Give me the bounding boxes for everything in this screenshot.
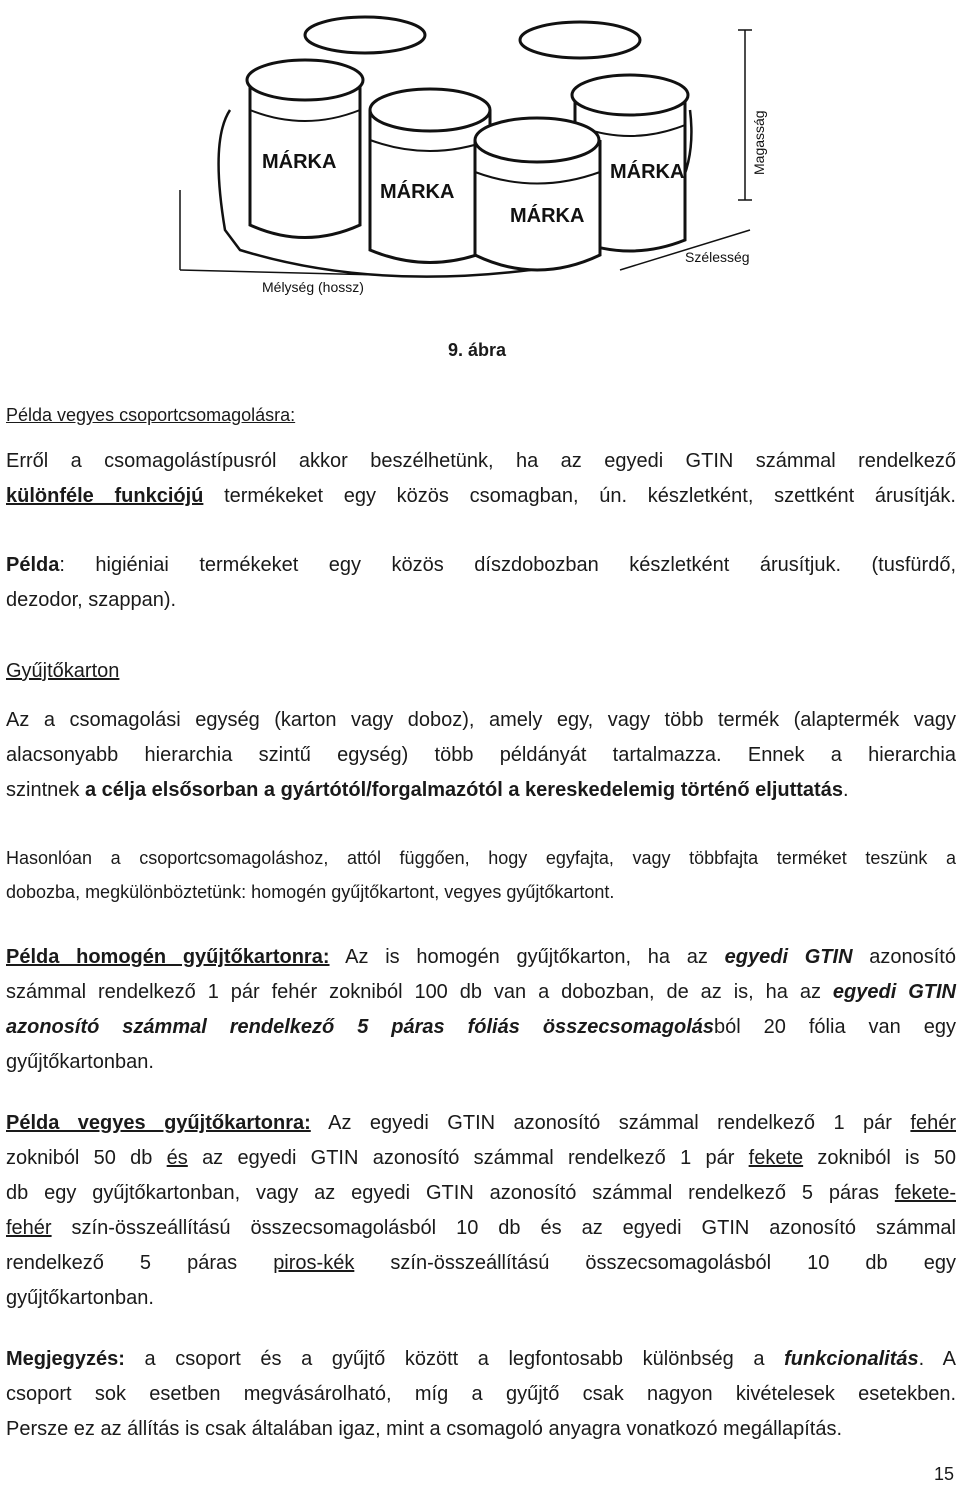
paragraph [6, 703, 956, 808]
emph-span: funkcionalitás [784, 1348, 919, 1370]
text-line [6, 1176, 956, 1211]
brand-label-4: MÁRKA [610, 161, 685, 183]
example-label: Példa [6, 554, 60, 576]
paragraph [6, 841, 956, 909]
text-line [6, 1342, 956, 1377]
width-label: Szélesség [685, 249, 750, 265]
text-line [6, 1246, 956, 1281]
underlined-span: fehér [6, 1217, 52, 1239]
text-line [6, 1211, 956, 1246]
underlined-span: fekete- [894, 1182, 956, 1204]
paragraph [6, 444, 956, 514]
section-heading: Példa vegyes csoportcsomagolásra: [6, 405, 296, 425]
brand-label-3: MÁRKA [510, 205, 585, 227]
text-line: alacsonyabb hierarchia szintű egység) több példányát tartalmazza. Ennek a hierarchia [6, 744, 956, 766]
text-span: termékeket egy közös csomagban, ún. készletként, szettként árusítják. [203, 485, 956, 507]
text-span: db egy gyűjtőkartonban, vagy az egyedi GTIN azonosító számmal rendelkező 5 páras [6, 1182, 895, 1204]
figure-caption: 9. ábra [448, 340, 507, 360]
text-line [6, 1141, 956, 1176]
text-span: szín-összeállítású összecsomagolásból 10 db és az egyedi GTIN azonosító számmal [51, 1217, 956, 1239]
text-line: Erről a csomagolástípusról akkor beszélhetünk, ha az egyedi GTIN számmal rendelkező [6, 450, 956, 472]
text-line: gyűjtőkartonban. [6, 1287, 154, 1309]
text-span: Az egyedi GTIN azonosító számmal rendelkező 1 pár [310, 1112, 911, 1134]
text-line: csoport sok esetben megvásárolható, míg a gyűjtő csak nagyon kivételesek esetekben. [6, 1383, 956, 1405]
jars-pack-drawing [170, 0, 790, 300]
underlined-span: piros-kék [273, 1252, 355, 1274]
text-span: ból 20 fólia van egy [714, 1016, 956, 1038]
height-label: Magasság [751, 110, 767, 175]
text-line: Az a csomagolási egység (karton vagy doboz), amely egy, vagy több termék (alaptermék vagy [6, 709, 956, 731]
text-span: azonosító [852, 946, 956, 968]
emph-span: egyedi GTIN [832, 981, 956, 1003]
text-line: gyűjtőkartonban. [6, 1051, 154, 1073]
text-span: . A [918, 1348, 956, 1370]
text-line [6, 479, 956, 514]
text-span: számmal rendelkező 1 pár fehér zokniból 100 db van a dobozban, de az is, ha az [6, 981, 833, 1003]
page-number: 15 [934, 1464, 955, 1484]
underlined-span: és [166, 1147, 188, 1169]
text-line: dobozba, megkülönböztetünk: homogén gyűjtőkartont, vegyes gyűjtőkartont. [6, 882, 615, 902]
text-line: Persze ez az állítás is csak általában igaz, mint a csomagoló anyagra vonatkozó megállapítás. [6, 1418, 842, 1440]
text-line [6, 940, 956, 975]
text-span: az egyedi GTIN azonosító számmal rendelkező 1 pár [187, 1147, 749, 1169]
section-mixed-group [6, 398, 956, 432]
text-line [6, 548, 956, 583]
text-line [6, 1106, 956, 1141]
example-label: Példa vegyes gyűjtőkartonra: [6, 1112, 311, 1134]
underlined-term: különféle funkciójú [6, 485, 204, 507]
section-heading-block [6, 654, 956, 689]
underlined-span: fehér [910, 1112, 956, 1134]
text-span: szín-összeállítású összecsomagolásból 10 db egy [354, 1252, 956, 1274]
text-span: rendelkező 5 páras [6, 1252, 274, 1274]
jars-pack-illustration [170, 0, 790, 300]
note-paragraph [6, 1342, 956, 1447]
text-line [6, 975, 956, 1010]
note-label: Megjegyzés: [6, 1348, 125, 1370]
emph-span: egyedi GTIN [724, 946, 853, 968]
text-span: zokniból is 50 [803, 1147, 956, 1169]
text-span: zokniból 50 db [6, 1147, 167, 1169]
text-span: a csoport és a gyűjtő között a legfontosabb különbség a [124, 1348, 785, 1370]
bold-span: a célja elsősorban a gyártótól/forgalmazótól a kereskedelemig történő eljuttatás [84, 779, 843, 801]
emph-span: azonosító számmal rendelkező 5 páras fóliás összecsomagolás [6, 1016, 715, 1038]
paragraph-homogeneous [6, 940, 956, 1080]
paragraph [6, 548, 956, 618]
brand-label-1: MÁRKA [262, 151, 337, 173]
underlined-span: fekete [748, 1147, 804, 1169]
text-line [6, 773, 956, 808]
text-span: Az is homogén gyűjtőkarton, ha az [329, 946, 725, 968]
text-span: . [842, 779, 849, 801]
text-line: dezodor, szappan). [6, 589, 177, 611]
section-heading: Gyűjtőkarton [6, 660, 120, 682]
brand-label-2: MÁRKA [380, 181, 455, 203]
text-span: : higiéniai termékeket egy közös díszdobozban készletként árusítjuk. (tusfürdő, [59, 554, 956, 576]
paragraph-mixed [6, 1106, 956, 1316]
text-line [6, 1010, 956, 1045]
text-span: szintnek [6, 779, 85, 801]
text-line: Hasonlóan a csoportcsomagoláshoz, attól függően, hogy egyfajta, vagy többfajta terméket teszünk a [6, 848, 956, 868]
depth-label: Mélység (hossz) [262, 279, 364, 295]
example-label: Példa homogén gyűjtőkartonra: [6, 946, 330, 968]
